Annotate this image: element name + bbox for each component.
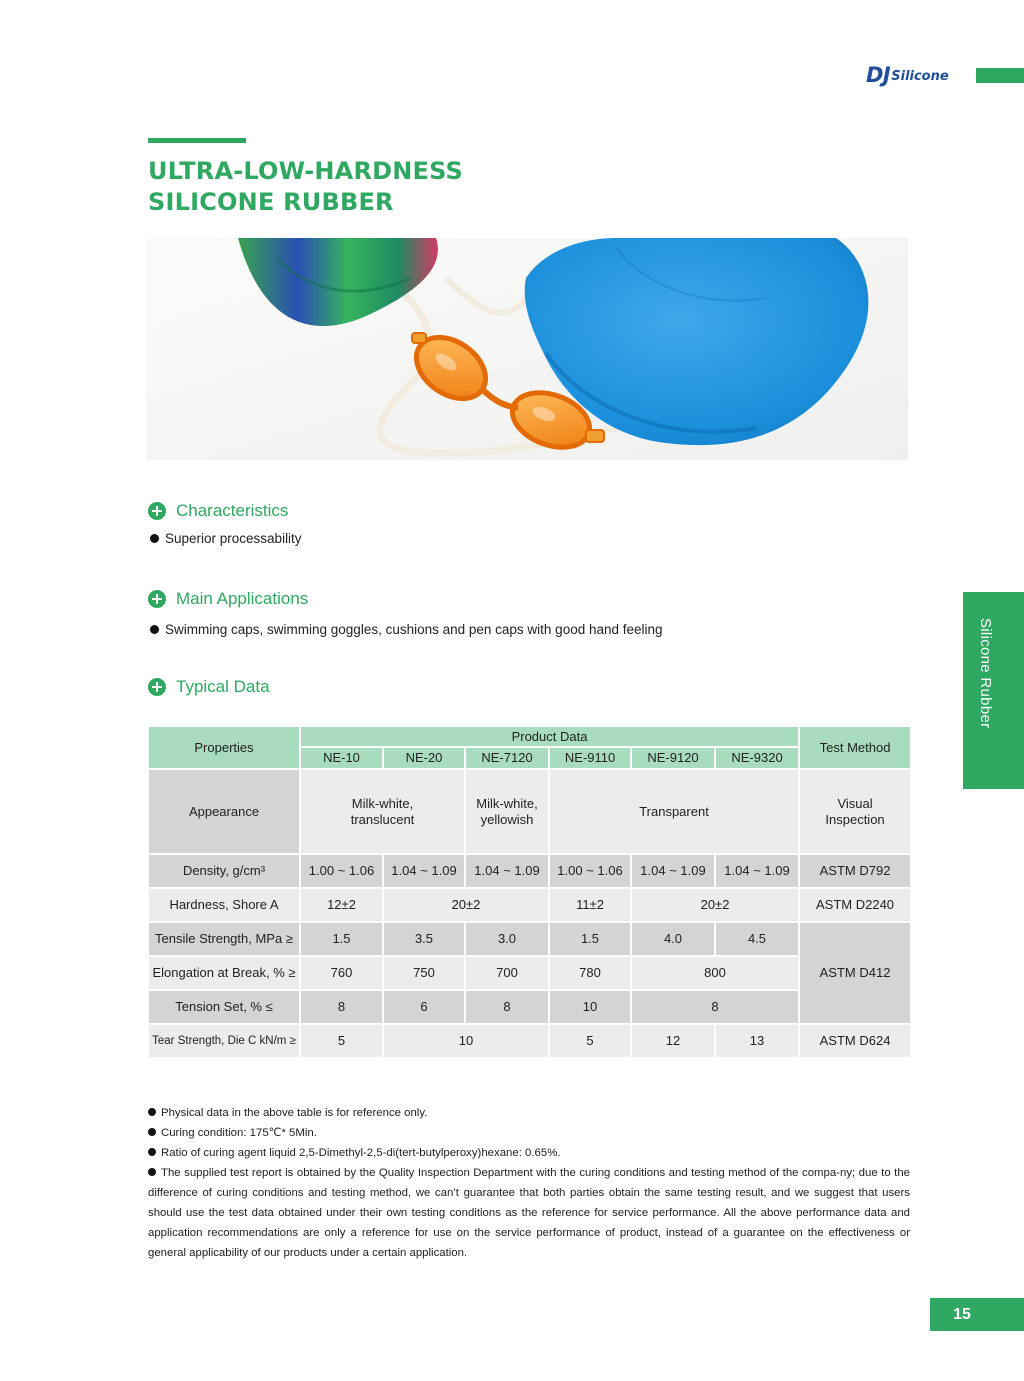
note-text: Curing condition: 175℃* 5Min. bbox=[161, 1127, 317, 1139]
table-cell: 4.0 bbox=[631, 922, 715, 956]
test-method-cell: Visual Inspection bbox=[799, 769, 911, 854]
title-rule bbox=[148, 138, 246, 143]
logo-accent-bar bbox=[976, 68, 1024, 83]
row-label: Elongation at Break, % ≥ bbox=[148, 956, 300, 990]
product-header: NE-9110 bbox=[549, 747, 631, 769]
properties-header: Properties bbox=[148, 726, 300, 769]
table-row bbox=[148, 769, 911, 854]
table-cell: 1.04 ~ 1.09 bbox=[465, 854, 549, 888]
product-data-header: Product Data bbox=[300, 726, 799, 747]
typical-data-heading bbox=[148, 677, 270, 697]
table-cell: Milk-white, yellowish bbox=[465, 769, 549, 854]
table-row bbox=[148, 1024, 911, 1058]
table-row bbox=[148, 854, 911, 888]
bullet-icon bbox=[150, 625, 159, 634]
characteristics-item bbox=[150, 531, 302, 546]
bullet-icon bbox=[148, 1168, 156, 1176]
logo-silicone-text: Silicone bbox=[891, 69, 949, 84]
product-header: NE-20 bbox=[383, 747, 465, 769]
table-cell: 20±2 bbox=[631, 888, 799, 922]
swim-caps-goggles-image bbox=[146, 238, 908, 460]
brand-logo bbox=[866, 64, 949, 86]
bullet-icon bbox=[148, 1108, 156, 1116]
note-item bbox=[148, 1123, 910, 1143]
bullet-icon bbox=[148, 1128, 156, 1136]
test-method-cell: ASTM D624 bbox=[799, 1024, 911, 1058]
plus-circle-icon bbox=[148, 502, 166, 520]
row-label: Tear Strength, Die C kN/m ≥ bbox=[148, 1024, 300, 1058]
table-cell: 800 bbox=[631, 956, 799, 990]
row-label: Tensile Strength, MPa ≥ bbox=[148, 922, 300, 956]
table-cell: 13 bbox=[715, 1024, 799, 1058]
table-cell: 8 bbox=[300, 990, 383, 1024]
row-label: Density, g/cm³ bbox=[148, 854, 300, 888]
table-cell: Transparent bbox=[549, 769, 799, 854]
table-cell: 1.04 ~ 1.09 bbox=[715, 854, 799, 888]
table-cell: 1.5 bbox=[549, 922, 631, 956]
table-cell: 700 bbox=[465, 956, 549, 990]
typical-data-title: Typical Data bbox=[176, 677, 270, 696]
test-method-cell: ASTM D792 bbox=[799, 854, 911, 888]
applications-item-text: Swimming caps, swimming goggles, cushions and pen caps with good hand feeling bbox=[165, 622, 663, 637]
applications-heading bbox=[148, 589, 308, 609]
product-photo bbox=[146, 238, 908, 460]
table-cell: 1.5 bbox=[300, 922, 383, 956]
typical-data-table-wrapper bbox=[147, 725, 910, 1059]
page-number-text: 15 bbox=[953, 1305, 971, 1323]
table-cell: 6 bbox=[383, 990, 465, 1024]
row-label: Hardness, Shore A bbox=[148, 888, 300, 922]
plus-circle-icon bbox=[148, 678, 166, 696]
table-row bbox=[148, 990, 911, 1024]
product-header: NE-10 bbox=[300, 747, 383, 769]
table-row bbox=[148, 956, 911, 990]
side-section-tab bbox=[963, 592, 1024, 789]
note-item bbox=[148, 1163, 910, 1263]
table-cell: 5 bbox=[549, 1024, 631, 1058]
applications-item bbox=[150, 622, 663, 637]
product-header: NE-9320 bbox=[715, 747, 799, 769]
table-cell: 750 bbox=[383, 956, 465, 990]
bullet-icon bbox=[148, 1148, 156, 1156]
table-row bbox=[148, 922, 911, 956]
table-cell: 4.5 bbox=[715, 922, 799, 956]
product-header: NE-9120 bbox=[631, 747, 715, 769]
typical-data-table bbox=[147, 725, 912, 1059]
notes-block bbox=[148, 1103, 910, 1263]
note-text: Ratio of curing agent liquid 2,5-Dimethyl-2,5-di(tert-butylperoxy)hexane: 0.65%. bbox=[161, 1147, 561, 1159]
note-text: The supplied test report is obtained by the Quality Inspection Department with the curing conditions and testing method of the compa-ny; due to the difference of curing conditions and testing method, we can’t guarantee that both parties obtain the same testing result, and we suggest that users should use the test data obtained under their own testing conditions as the reference for service performance. All the above performance data and application recommendations are only a reference for use on the service performance of product, instead of a guarantee on the effectiveness or general applicability of our products under a certain application. bbox=[148, 1167, 910, 1259]
title-line-1: ULTRA-LOW-HARDNESS bbox=[148, 157, 464, 185]
applications-title: Main Applications bbox=[176, 589, 309, 608]
table-cell: 3.0 bbox=[465, 922, 549, 956]
table-cell: 5 bbox=[300, 1024, 383, 1058]
table-cell: 1.00 ~ 1.06 bbox=[549, 854, 631, 888]
table-cell: 8 bbox=[465, 990, 549, 1024]
note-item bbox=[148, 1103, 910, 1123]
table-cell: 1.04 ~ 1.09 bbox=[631, 854, 715, 888]
table-cell: 1.00 ~ 1.06 bbox=[300, 854, 383, 888]
bullet-icon bbox=[150, 534, 159, 543]
side-tab-label: Silicone Rubber bbox=[977, 618, 994, 729]
page-number bbox=[930, 1298, 1024, 1331]
test-method-cell: ASTM D2240 bbox=[799, 888, 911, 922]
test-method-cell: ASTM D412 bbox=[799, 922, 911, 1024]
table-cell: 11±2 bbox=[549, 888, 631, 922]
test-method-header: Test Method bbox=[799, 726, 911, 769]
table-cell: 12±2 bbox=[300, 888, 383, 922]
row-label: Tension Set, % ≤ bbox=[148, 990, 300, 1024]
table-cell: Milk-white, translucent bbox=[300, 769, 465, 854]
table-cell: 780 bbox=[549, 956, 631, 990]
table-cell: 20±2 bbox=[383, 888, 549, 922]
table-cell: 8 bbox=[631, 990, 799, 1024]
table-cell: 10 bbox=[549, 990, 631, 1024]
note-text: Physical data in the above table is for reference only. bbox=[161, 1107, 428, 1119]
table-cell: 10 bbox=[383, 1024, 549, 1058]
characteristics-heading bbox=[148, 501, 288, 521]
title-line-2: SILICONE RUBBER bbox=[148, 188, 394, 216]
table-cell: 760 bbox=[300, 956, 383, 990]
note-item bbox=[148, 1143, 910, 1163]
product-header: NE-7120 bbox=[465, 747, 549, 769]
plus-circle-icon bbox=[148, 590, 166, 608]
table-cell: 1.04 ~ 1.09 bbox=[383, 854, 465, 888]
row-label: Appearance bbox=[148, 769, 300, 854]
characteristics-item-text: Superior processability bbox=[165, 531, 302, 546]
table-row bbox=[148, 888, 911, 922]
characteristics-title: Characteristics bbox=[176, 501, 289, 520]
page-title bbox=[148, 156, 463, 218]
logo-dj-text: DJ bbox=[866, 63, 891, 87]
table-cell: 3.5 bbox=[383, 922, 465, 956]
table-cell: 12 bbox=[631, 1024, 715, 1058]
